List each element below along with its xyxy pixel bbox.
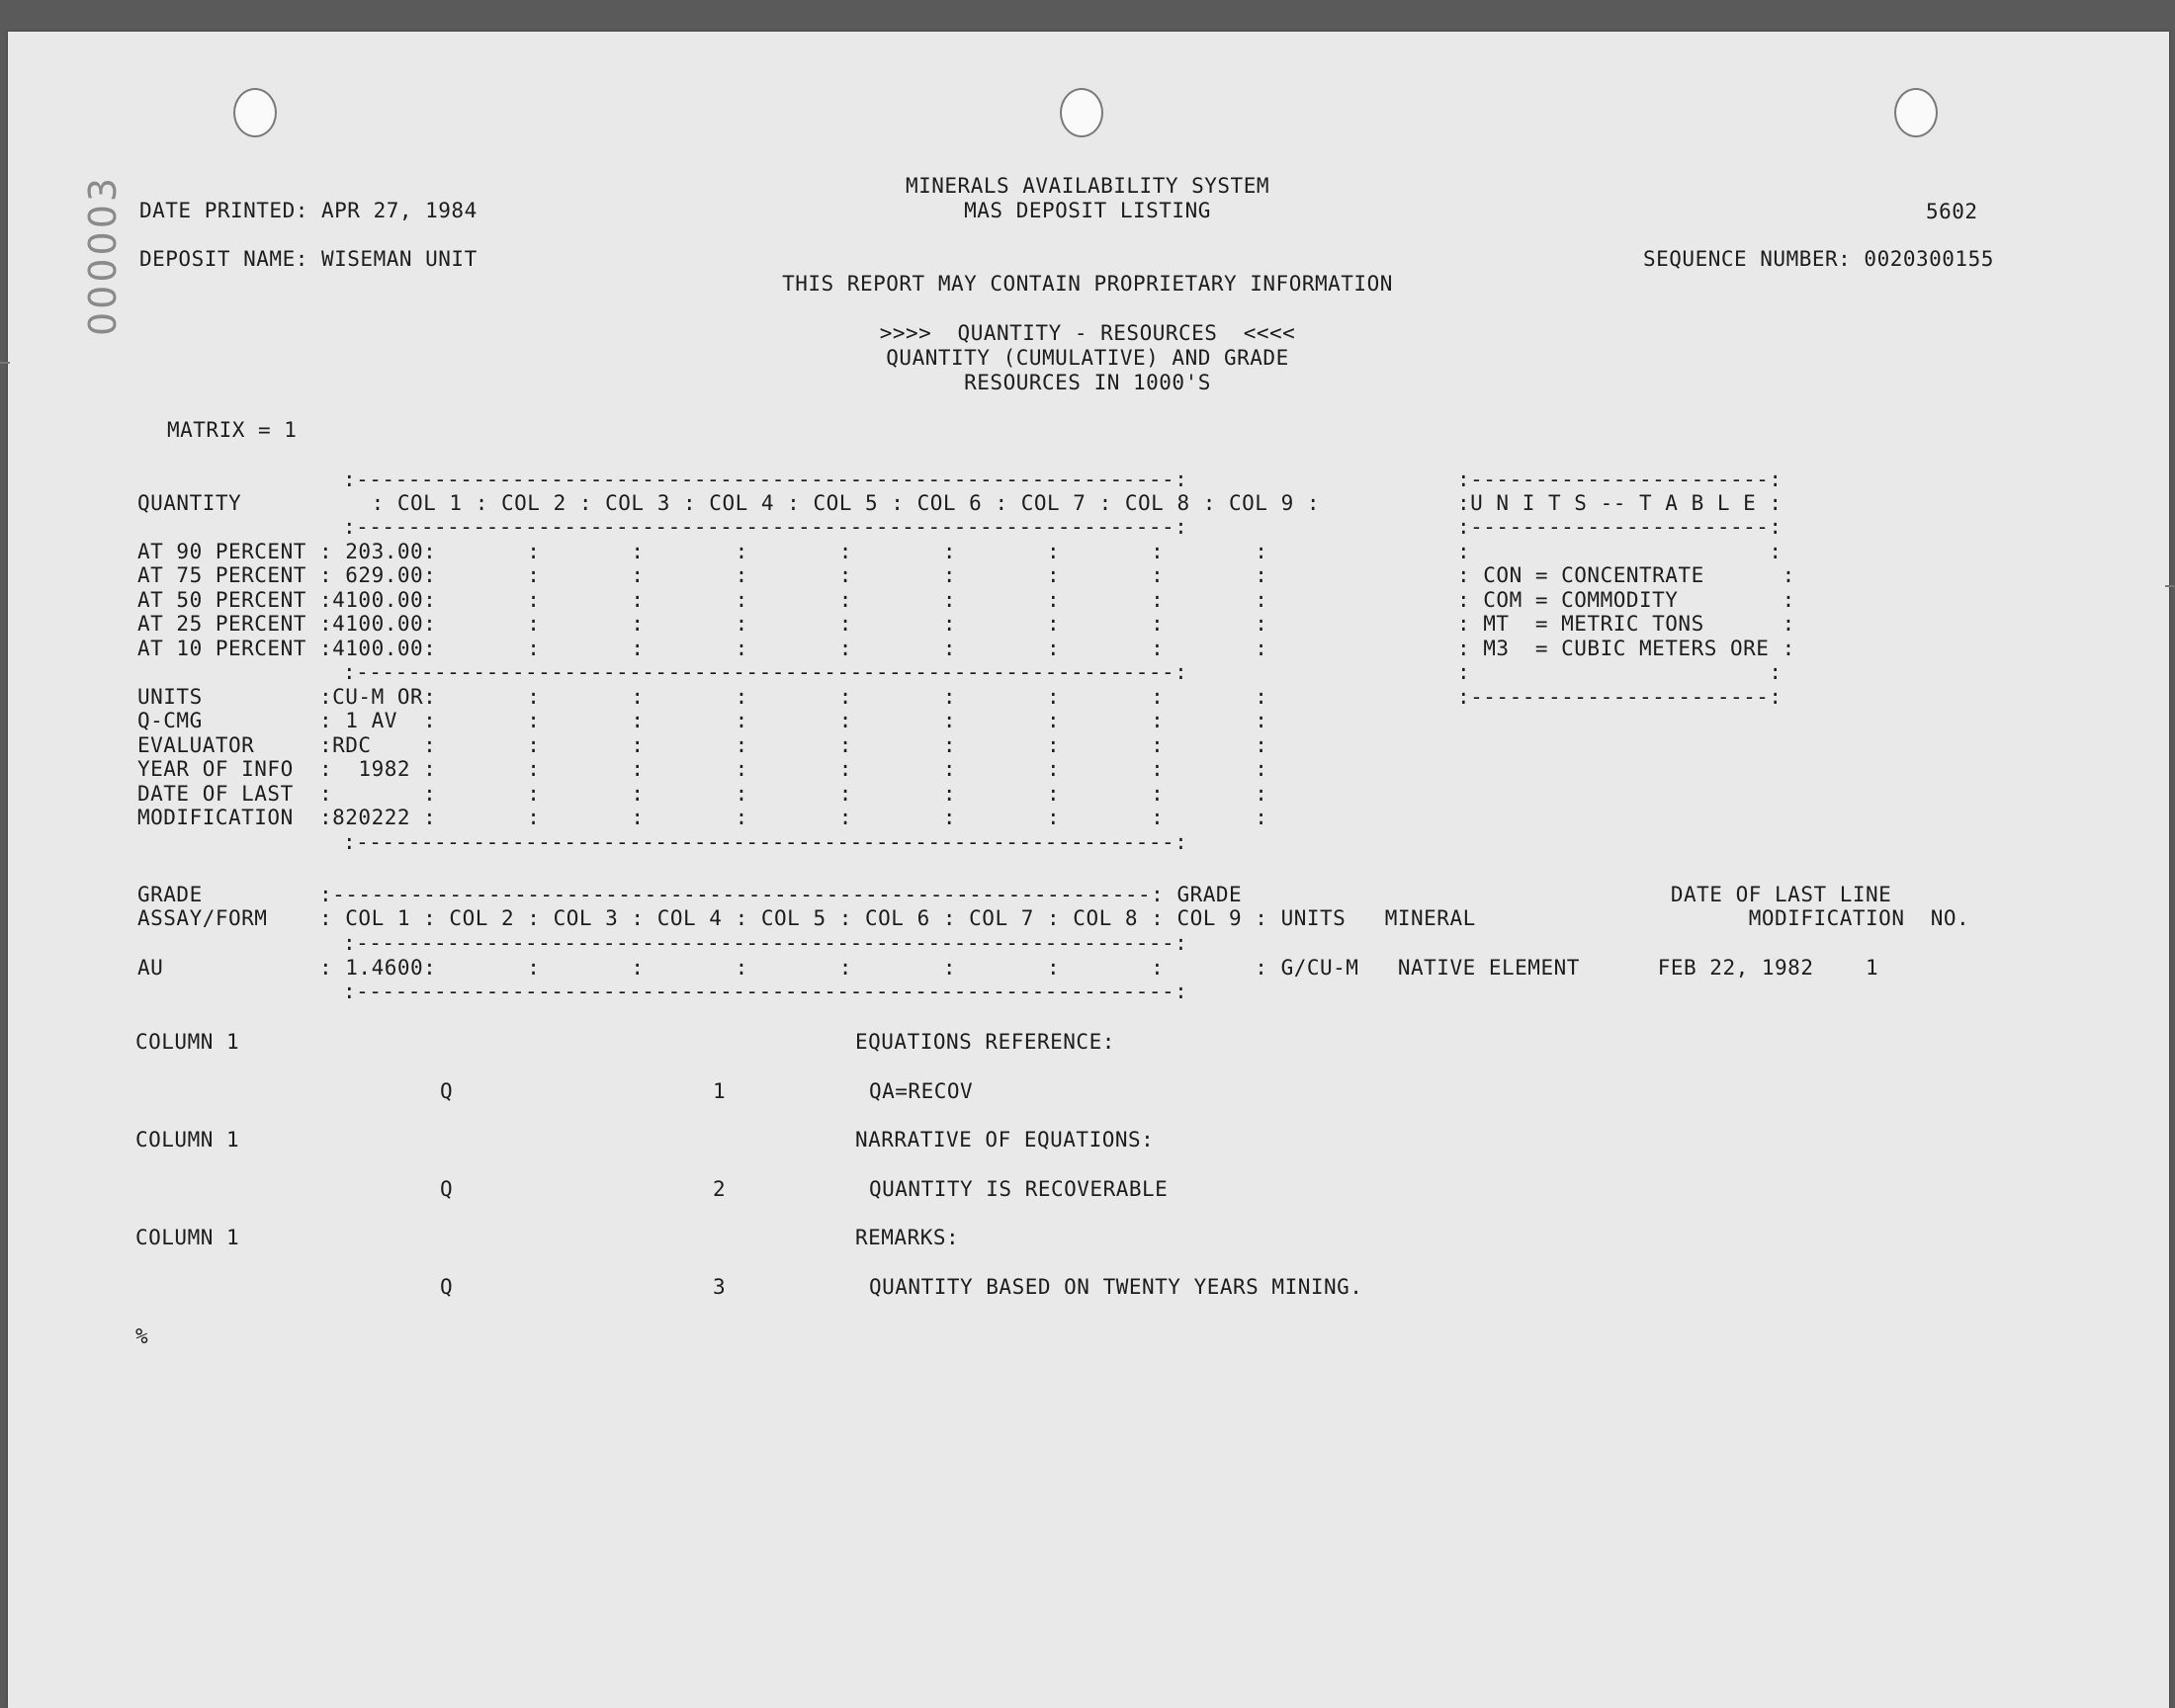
table-row: DATE OF LAST : : : : : : : : : :: [137, 782, 1268, 806]
equation-number: 3: [713, 1275, 727, 1299]
table-border: :---------------------------------------------------------------:: [343, 980, 1188, 1003]
units-table-border: :-----------------------:: [1457, 468, 1783, 491]
table-row: Q-CMG : 1 AV : : : : : : : : :: [137, 709, 1268, 732]
units-table-row: : M3 = CUBIC METERS ORE :: [1457, 637, 1795, 660]
equation-text: QUANTITY IS RECOVERABLE: [869, 1177, 1169, 1201]
equation-text: QUANTITY BASED ON TWENTY YEARS MINING.: [869, 1275, 1363, 1299]
equation-code: Q: [440, 1079, 454, 1103]
table-row: AT 25 PERCENT :4100.00: : : : : : : : :: [137, 612, 1268, 636]
units-table-row: : CON = CONCENTRATE :: [1457, 563, 1795, 587]
table-border: :---------------------------------------------------------------:: [343, 468, 1188, 491]
units-table-border: :-----------------------:: [1457, 515, 1783, 539]
table-row: AT 90 PERCENT : 203.00: : : : : : : : :: [137, 540, 1268, 563]
table-row: UNITS :CU-M OR: : : : : : : : :: [137, 685, 1268, 709]
binder-hole: [233, 88, 277, 137]
equation-column: COLUMN 1: [135, 1226, 240, 1249]
grade-row: AU : 1.4600: : : : : : : : : G/CU-M NATIVE ELEMENT FEB 22, 1982 1: [137, 956, 1879, 980]
binder-hole: [1060, 88, 1103, 137]
table-border: :---------------------------------------------------------------:: [343, 515, 1188, 539]
grade-header: GRADE :---------------------------------------------------------------: GRADE DATE OF LAST LINE: [137, 883, 1892, 906]
page-number: 5602: [1926, 200, 1978, 223]
table-border: :---------------------------------------------------------------:: [343, 830, 1188, 854]
table-border: :---------------------------------------------------------------:: [343, 931, 1188, 955]
units-table-row: : :: [1457, 540, 1783, 563]
matrix-label: MATRIX = 1: [167, 418, 298, 442]
table-border: :---------------------------------------------------------------:: [343, 660, 1188, 684]
scan-mark: [2165, 585, 2175, 587]
table-row: AT 75 PERCENT : 629.00: : : : : : : : :: [137, 563, 1268, 587]
end-marker: %: [135, 1324, 149, 1348]
section-title: >>>> QUANTITY - RESOURCES <<<<: [879, 321, 1296, 345]
equation-column: COLUMN 1: [135, 1128, 240, 1152]
binder-hole: [1894, 88, 1938, 137]
equation-code: Q: [440, 1177, 454, 1201]
equation-code: Q: [440, 1275, 454, 1299]
table-row: YEAR OF INFO : 1982 : : : : : : : : :: [137, 757, 1268, 781]
units-table-row: : COM = COMMODITY :: [1457, 588, 1795, 612]
date-printed: DATE PRINTED: APR 27, 1984: [139, 199, 478, 222]
system-title: MINERALS AVAILABILITY SYSTEM: [905, 174, 1269, 198]
equation-text: QA=RECOV: [869, 1079, 974, 1103]
table-row: AT 10 PERCENT :4100.00: : : : : : : : :: [137, 637, 1268, 660]
deposit-name: DEPOSIT NAME: WISEMAN UNIT: [139, 247, 478, 271]
units-table-row: : MT = METRIC TONS :: [1457, 612, 1795, 636]
units-table-title: :U N I T S -- T A B L E :: [1457, 491, 1783, 515]
equation-heading: EQUATIONS REFERENCE:: [855, 1030, 1115, 1054]
sequence-number: SEQUENCE NUMBER: 0020300155: [1643, 247, 1994, 271]
equation-number: 2: [713, 1177, 727, 1201]
section-subtitle: QUANTITY (CUMULATIVE) AND GRADE: [886, 346, 1289, 370]
quantity-header: QUANTITY : COL 1 : COL 2 : COL 3 : COL 4 : COL 5 : COL 6 : COL 7 : COL 8 : COL 9 :: [137, 491, 1321, 515]
equation-number: 1: [713, 1079, 727, 1103]
equation-heading: REMARKS:: [855, 1226, 960, 1249]
table-row: AT 50 PERCENT :4100.00: : : : : : : : :: [137, 588, 1268, 612]
equation-heading: NARRATIVE OF EQUATIONS:: [855, 1128, 1155, 1152]
proprietary-notice: THIS REPORT MAY CONTAIN PROPRIETARY INFORMATION: [782, 272, 1393, 296]
table-row: EVALUATOR :RDC : : : : : : : : :: [137, 733, 1268, 757]
scan-mark: [0, 362, 10, 364]
listing-title: MAS DEPOSIT LISTING: [964, 199, 1211, 222]
equation-column: COLUMN 1: [135, 1030, 240, 1054]
units-table-row: : :: [1457, 660, 1783, 684]
units-table-border: :-----------------------:: [1457, 685, 1783, 709]
table-row: MODIFICATION :820222 : : : : : : : : :: [137, 806, 1268, 829]
section-units: RESOURCES IN 1000'S: [964, 371, 1211, 394]
handwritten-page-number: 000003: [81, 174, 125, 336]
grade-header: ASSAY/FORM : COL 1 : COL 2 : COL 3 : COL 4 : COL 5 : COL 6 : COL 7 : COL 8 : COL 9 : UNITS MINERAL MODIFICATION NO.: [137, 906, 1970, 930]
